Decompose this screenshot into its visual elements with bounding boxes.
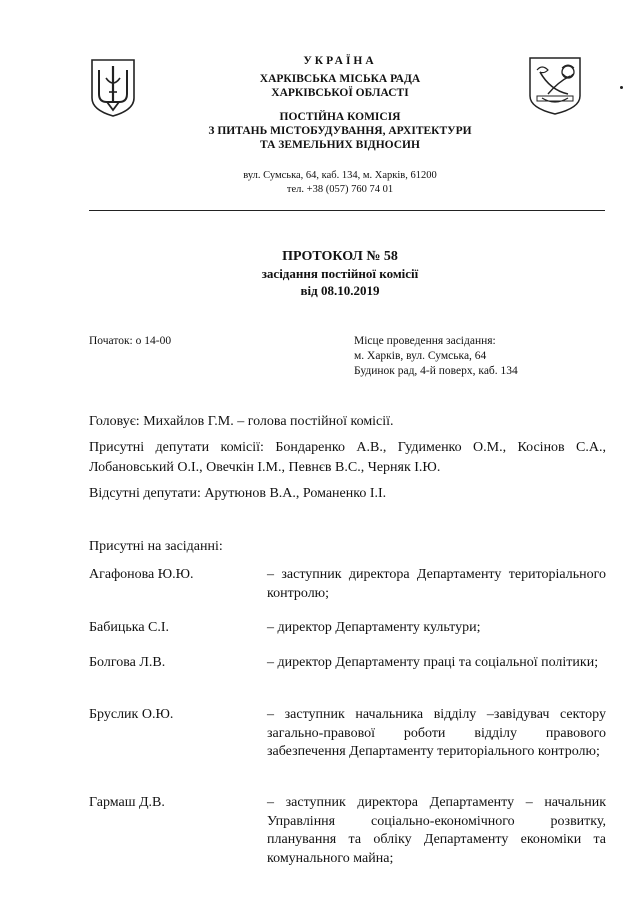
meeting-place-label: Місце проведення засідання: bbox=[354, 335, 496, 347]
council-name-line1: ХАРКІВСЬКА МІСЬКА РАДА bbox=[259, 73, 421, 85]
address-line1: вул. Сумська, 64, каб. 134, м. Харків, 61200 bbox=[243, 170, 437, 181]
present-deputies-paragraph: Присутні депутати комісії: Бондаренко А.В., Гудименко О.М., Косінов С.А., Лобановський О.І., Овечкін І.М., Певнєв В.С., Черняк І.Ю. bbox=[89, 440, 606, 475]
attendee-role: – заступник директора Департаменту – начальник Управління соціально-економічного розвитку, планування та обліку Департаменту економіки та комунального майна; bbox=[267, 795, 606, 866]
attendees-heading: Присутні на засіданні: bbox=[89, 539, 223, 554]
attendee-name: Болгова Л.В. bbox=[89, 655, 166, 670]
attendee-name: Гармаш Д.В. bbox=[89, 795, 165, 810]
attendee-role: – директор Департаменту праці та соціальної політики; bbox=[267, 655, 599, 670]
kharkiv-city-coat-of-arms-icon bbox=[528, 56, 582, 116]
attendee-name: Бабицька С.І. bbox=[89, 620, 170, 635]
commission-name-line3: ТА ЗЕМЕЛЬНИХ ВІДНОСИН bbox=[260, 139, 420, 151]
council-name-line2: ХАРКІВСЬКОЇ ОБЛАСТІ bbox=[271, 87, 409, 99]
start-time: Початок: о 14-00 bbox=[89, 335, 172, 347]
meeting-place-address: м. Харків, вул. Сумська, 64 bbox=[354, 350, 487, 362]
meeting-place bbox=[354, 334, 614, 379]
chair-paragraph: Головує: Михайлов Г.М. – голова постійної комісії. bbox=[89, 414, 394, 429]
attendee-role: – заступник начальника відділу –завідувач сектору загально-правової роботи відділу правового забезпечення Департаменту територіального контролю; bbox=[267, 707, 606, 759]
attendee-role: – заступник директора Департаменту територіального контролю; bbox=[267, 567, 606, 601]
trident-coat-of-arms-icon bbox=[89, 58, 137, 118]
attendee-name: Агафонова Ю.Ю. bbox=[89, 567, 194, 582]
phone-line: тел. +38 (057) 760 74 01 bbox=[286, 184, 394, 195]
absent-deputies-paragraph: Відсутні депутати: Арутюнов В.А., Романенко І.І. bbox=[89, 486, 387, 501]
meeting-place-room: Будинок рад, 4-й поверх, каб. 134 bbox=[354, 365, 518, 377]
protocol-date: від 08.10.2019 bbox=[300, 283, 380, 298]
country-name: УКРАЇНА bbox=[303, 55, 377, 67]
protocol-title: ПРОТОКОЛ № 58 bbox=[282, 249, 398, 264]
header-divider bbox=[89, 210, 605, 211]
commission-name-line1: ПОСТІЙНА КОМІСІЯ bbox=[279, 111, 401, 123]
protocol-subtitle: засідання постійної комісії bbox=[261, 266, 419, 281]
commission-name-line2: З ПИТАНЬ МІСТОБУДУВАННЯ, АРХІТЕКТУРИ bbox=[208, 125, 472, 137]
scan-dot bbox=[620, 86, 623, 89]
attendee-name: Бруслик О.Ю. bbox=[89, 707, 174, 722]
attendee-role: – директор Департаменту культури; bbox=[267, 620, 481, 635]
